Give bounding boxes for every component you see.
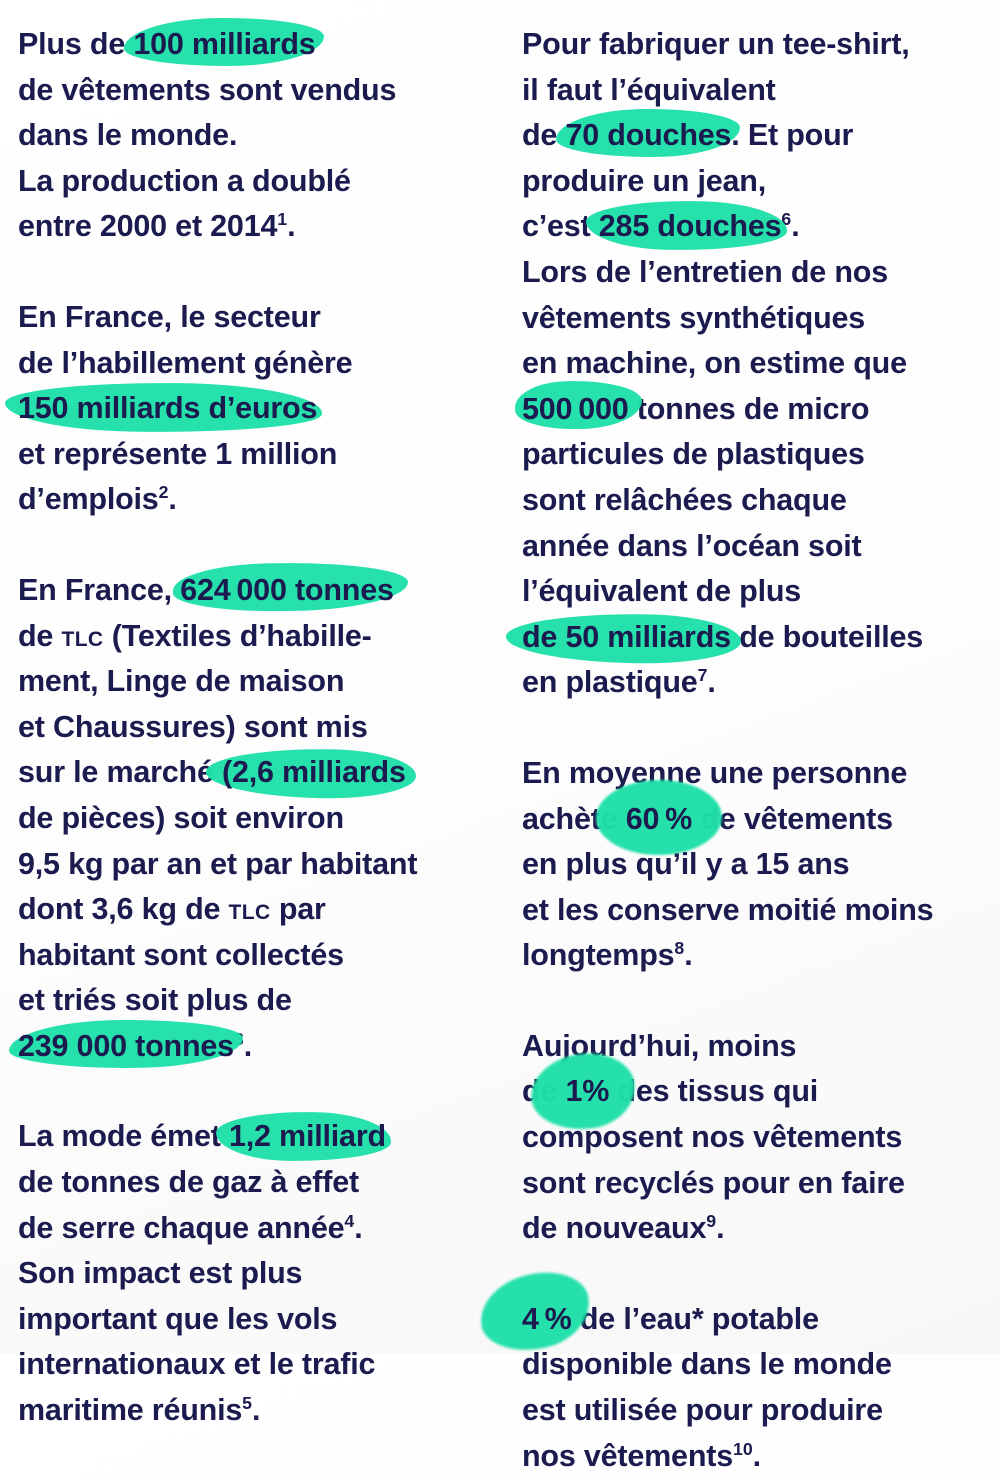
highlighted-figure: de 50 milliards [522, 619, 731, 654]
text-line: de pièces) soit environ [18, 800, 344, 835]
acronym-tlc: tlc [228, 892, 271, 927]
text-line: sur le marché (2,6 milliards [18, 755, 406, 790]
text-line: produire un jean, [522, 163, 767, 198]
text-column-right [522, 22, 1000, 1479]
highlighted-figure: 239 000 tonnes [18, 1028, 234, 1063]
text-line: l’équivalent de plus [522, 574, 802, 609]
text-line: de l’habillement génère [18, 345, 353, 380]
text-line: et Chaussures) sont mis [18, 709, 368, 744]
footnote-reference: 6 [781, 209, 792, 230]
paragraph [522, 751, 1000, 979]
text-line: Lors de l’entretien de nos [522, 254, 888, 289]
text-line: Aujourd’hui, moins [522, 1028, 797, 1063]
paragraph [18, 568, 496, 1070]
text-line: de 70 douches. Et pour [522, 118, 854, 153]
text-line: 500 000 tonnes de micro [522, 391, 870, 426]
footnote-reference: 1 [277, 209, 288, 230]
highlighted-figure: 60 % [625, 801, 693, 836]
text-line: en machine, on estime que [522, 346, 907, 381]
text-line: maritime réunis$^5$. [18, 1392, 261, 1428]
highlighted-figure: 285 douches [598, 209, 782, 244]
text-line: nos vêtements$^{10}$. [522, 1438, 761, 1473]
text-line: et triés soit plus de [18, 983, 292, 1018]
text-line: année dans l’océan soit [522, 528, 862, 563]
text-line: de tonnes de gaz à effet [18, 1165, 359, 1200]
text-line: Son impact est plus [18, 1256, 303, 1291]
text-line: sont relâchées chaque [522, 482, 847, 517]
text-line: La production a doublé [18, 163, 351, 198]
highlighted-figure: 70 douches [565, 118, 732, 153]
highlighted-figure: 624 000 tonnes [180, 572, 394, 607]
paragraph [18, 22, 496, 250]
text-line: c’est 285 douches$^6$. [522, 209, 800, 244]
highlighted-figure: 4 % [522, 1301, 572, 1336]
text-line: En France, 624 000 tonnes [18, 572, 394, 607]
paragraph [18, 295, 496, 523]
text-line: d’emplois$^2$. [18, 482, 177, 517]
text-line [18, 391, 317, 425]
footnote-reference: 2 [158, 482, 169, 503]
text-line: 239 000 tonnes$^3$. [18, 1028, 253, 1063]
text-line: est utilisée pour produire [522, 1393, 883, 1428]
footnote-reference: 7 [697, 665, 708, 686]
paragraph [18, 1114, 496, 1433]
text-line: internationaux et le trafic [18, 1347, 376, 1382]
text-line: il faut l’équivalent [522, 72, 776, 107]
text-line: important que les vols [18, 1301, 338, 1336]
text-line: de serre chaque année$^4$. [18, 1210, 363, 1245]
text-line: habitant sont collectés [18, 937, 344, 972]
paragraph [522, 22, 1000, 706]
highlighted-figure: 1% [565, 1074, 610, 1109]
text-line: Pour fabriquer un tee-shirt, [522, 27, 910, 61]
text-line: de nouveaux$^9$. [522, 1211, 725, 1246]
text-line: dans le monde. [18, 118, 238, 153]
text-line: et représente 1 million [18, 436, 338, 471]
highlighted-figure: 100 milliards [133, 27, 316, 61]
paragraph [522, 1297, 1000, 1479]
text-line: de 50 milliards de bouteilles [522, 619, 924, 654]
text-line: en plastique$^7$. [522, 665, 716, 700]
text-line: En moyenne une personne [522, 755, 908, 790]
text-line: ment, Linge de maison [18, 664, 345, 699]
footnote-reference: 5 [242, 1392, 252, 1413]
text-line: En France, le secteur [18, 299, 321, 334]
text-line: et les conserve moitié moins [522, 892, 934, 927]
paragraph [522, 1024, 1000, 1252]
text-column-left [18, 22, 496, 1434]
text-line: La mode émet 1,2 milliard [18, 1119, 386, 1154]
text-line: disponible dans le monde [522, 1347, 892, 1382]
highlighted-figure: (2,6 milliards [222, 755, 406, 790]
text-line: 9,5 kg par an et par habitant [18, 846, 418, 881]
text-line: en plus qu’il y a 15 ans [522, 847, 850, 882]
text-line: Plus de 100 milliards [18, 27, 316, 61]
highlighted-figure: 150 milliards d’euros [18, 391, 318, 426]
footnote-reference: 10 [732, 1438, 753, 1459]
text-line: vêtements synthétiques [522, 300, 866, 335]
footnote-reference: 9 [706, 1211, 717, 1232]
highlighted-figure: 500 000 [522, 391, 629, 426]
text-line: composent nos vêtements [522, 1120, 903, 1155]
text-line: entre 2000 et 2014$^1$. [18, 209, 296, 244]
text-line: de tlc (Textiles d’habille- [18, 618, 372, 653]
footnote-reference: 3 [233, 1028, 244, 1049]
text-line: dont 3,6 kg de tlc par [18, 892, 326, 927]
text-line: de vêtements sont vendus [18, 72, 397, 107]
text-line: longtemps$^8$. [522, 938, 693, 973]
text-line: 4 % de l’eau* potable [522, 1301, 819, 1336]
text-line: sont recyclés pour en faire [522, 1165, 905, 1200]
text-line: particules de plastiques [522, 437, 865, 472]
text-line: achète 60 % de vêtements [522, 801, 893, 836]
acronym-tlc: tlc [61, 618, 104, 653]
footnote-reference: 4 [344, 1210, 355, 1231]
highlighted-figure: 1,2 milliard [228, 1119, 386, 1154]
footnote-reference: 8 [674, 938, 685, 959]
text-line: de 1% des tissus qui [522, 1074, 819, 1109]
